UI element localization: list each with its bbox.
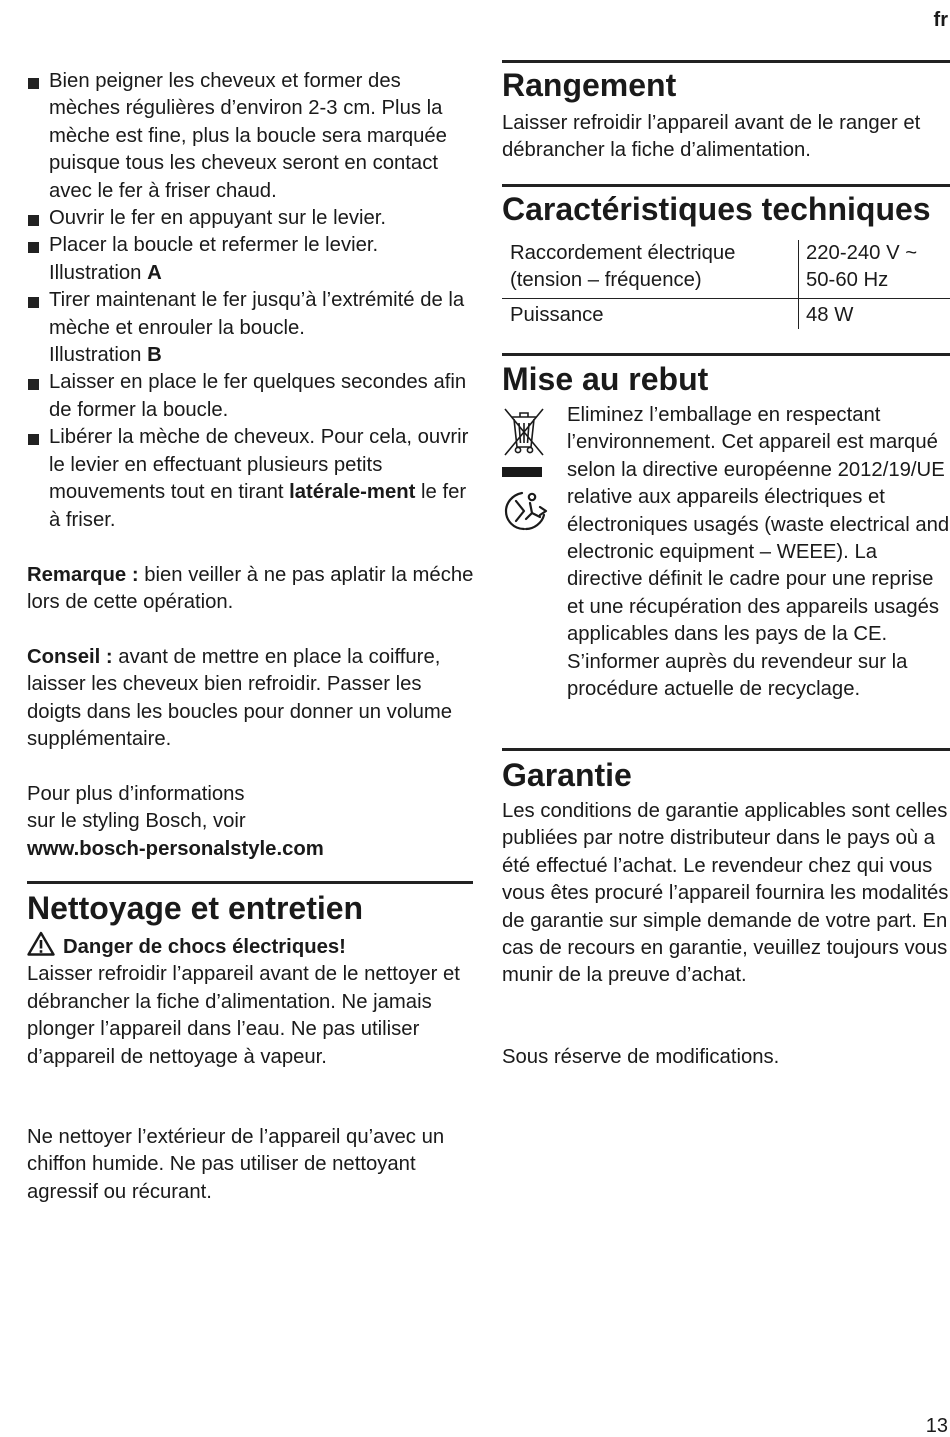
disposal-icons bbox=[502, 405, 552, 538]
section-divider bbox=[502, 60, 950, 63]
storage-text: Laisser refroidir l’appareil avant de le ranger et débrancher la fiche d’alimentation. bbox=[502, 112, 921, 162]
remarque-paragraph bbox=[27, 562, 477, 617]
danger-heading: Danger de chocs électriques! bbox=[63, 936, 346, 958]
disposal-text: Eliminez l’emballage en respectant l’environnement. Cet appareil est marqué selon la directive européenne 2012/19/UE relative aux appareils électriques et électroniques usagés (waste electrical and electronic equipment – WEEE). La directive définit le cadre pour une reprise et une récupération des appareils usagés applicables dans les pays de la CE. S’informer auprès du revendeur sur la procédure actuelle de recyclage. bbox=[567, 404, 950, 701]
danger-warning bbox=[27, 931, 477, 1071]
illustration-ref-word: Illustration bbox=[49, 344, 142, 367]
list-item bbox=[27, 287, 477, 369]
instruction-list bbox=[27, 68, 477, 534]
conseil-text: avant de mettre en place la coiffure, laisser les cheveux bien refroidir. Passer les doigts dans les boucles pour donner un volume supplémentaire. bbox=[27, 646, 453, 751]
list-item bbox=[27, 68, 477, 205]
spec-label: Raccordement électrique (tension – fréquence) bbox=[510, 242, 736, 292]
warning-triangle-icon bbox=[27, 931, 55, 956]
list-item bbox=[27, 424, 477, 534]
step-text: Laisser en place le fer quelques secondes afin de former la boucle. bbox=[49, 371, 467, 421]
section-divider bbox=[27, 881, 473, 884]
illustration-ref-word: Illustration bbox=[49, 261, 142, 284]
step-text-tail: le fer à friser. bbox=[49, 481, 467, 531]
cleaning-text: Laisser refroidir l’appareil avant de le nettoyer et débrancher la fiche d’alimentation. Ne jamais plonger l’appareil dans l’eau. Ne pas utiliser d’appareil de nettoyage à vapeur. bbox=[27, 963, 460, 1068]
conseil-paragraph bbox=[27, 644, 477, 754]
info-line: sur le styling Bosch, voir bbox=[27, 810, 246, 833]
conseil-label: Conseil : bbox=[27, 646, 113, 668]
section-divider bbox=[502, 353, 950, 356]
modification-note: Sous réserve de modifications. bbox=[502, 1046, 780, 1068]
page-number: 13 bbox=[925, 1415, 948, 1437]
section-divider bbox=[502, 184, 950, 187]
specs-table bbox=[502, 240, 950, 329]
remarque-label: Remarque : bbox=[27, 564, 139, 586]
language-code: fr bbox=[933, 9, 948, 31]
bold-word: latérale- bbox=[289, 481, 367, 504]
table-row bbox=[502, 240, 950, 298]
specs-title: Caractéristiques techniques bbox=[502, 191, 931, 227]
cleaning-title: Nettoyage et entretien bbox=[27, 890, 364, 926]
info-paragraph bbox=[27, 781, 477, 863]
website-link[interactable]: www.bosch-personalstyle.com bbox=[27, 837, 324, 860]
step-text: Libérer la mèche de cheveux. Pour cela, ouvrir le levier en effectuant plusieurs petits mouvements tout en tirant bbox=[49, 426, 469, 504]
info-line: Pour plus d’informations bbox=[27, 783, 245, 805]
section-divider bbox=[502, 748, 950, 751]
bold-word: ment bbox=[366, 481, 416, 504]
step-text: Ouvrir le fer en appuyant sur le levier. bbox=[49, 207, 387, 230]
list-item bbox=[27, 369, 477, 424]
list-item bbox=[27, 232, 477, 287]
list-item bbox=[27, 205, 477, 232]
storage-title: Rangement bbox=[502, 67, 677, 103]
illustration-ref-letter: B bbox=[147, 344, 162, 367]
step-text: Tirer maintenant le fer jusqu’à l’extrémité de la mèche et enrouler la boucle. bbox=[49, 289, 465, 339]
illustration-ref-letter: A bbox=[147, 261, 162, 284]
crossed-bin-icon bbox=[502, 405, 546, 457]
spec-label: Puissance bbox=[502, 298, 799, 329]
step-text: Bien peigner les cheveux et former des mèches régulières d’environ 2-3 cm. Plus la mèche est fine, plus la boucle sera marquée puisque tous les cheveux seront en contact avec le fer à friser chaud. bbox=[49, 70, 447, 202]
cleaning-text-2: Ne nettoyer l’extérieur de l’appareil qu’avec un chiffon humide. Ne pas utiliser de nettoyant agressif ou récurant. bbox=[27, 1126, 445, 1203]
bin-underline-bar bbox=[502, 467, 542, 477]
recycling-triman-icon bbox=[502, 489, 550, 533]
remarque-text: bien veiller à ne pas aplatir la méche lors de cette opération. bbox=[27, 564, 474, 614]
table-row bbox=[502, 298, 950, 329]
disposal-title: Mise au rebut bbox=[502, 361, 709, 397]
spec-value: 48 W bbox=[799, 298, 950, 329]
warranty-text: Les conditions de garantie applicables sont celles publiées par notre distributeur dans le pays où a été effectué l’achat. Le revendeur chez qui vous vous êtes procuré l’appareil fournira les modalités de garantie sur simple demande de votre part. En cas de recours en garantie, veuillez toujours vous munir de la preuve d’achat. bbox=[502, 800, 949, 987]
warranty-title: Garantie bbox=[502, 757, 632, 793]
step-text: Placer la boucle et refermer le levier. bbox=[49, 234, 379, 257]
spec-value: 220-240 V ~ 50-60 Hz bbox=[799, 240, 950, 298]
